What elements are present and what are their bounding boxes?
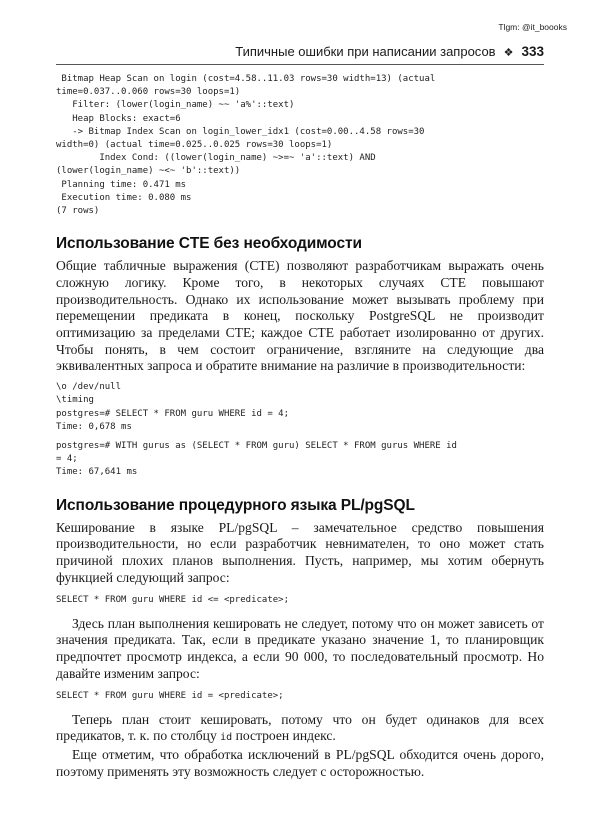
running-header [56,44,544,65]
inline-code-id: id [220,732,233,744]
diamond-separator-icon: ❖ [503,47,514,59]
section-heading-plpgsql: Использование процедурного языка PL/pgSQL [56,496,415,514]
paragraph-3-text-before: Теперь план стоит кешировать, потому что он будет одинаков для всех предикатов, т. к. по столбцу [56,711,544,744]
query-plan-output: Bitmap Heap Scan on login (cost=4.58..11.03 rows=30 width=13) (actual time=0.037..0.060 rows=30 loops=1) Filter: (lower(login_name) ~~ 'a%'::text) Heap Blocks: exact=6 -> Bitmap Index Scan on login_lower_idx1 (cost=0.00..4.58 rows=30 width=0) (actual time=0.025..0.025 rows=30 loops=1) Index Cond: ((lower(login_name) ~>=~ 'a'::text) AND (lower(login_name) ~<~ 'b'::text)) Planning time: 0.471 ms Execution time: 0.080 ms (7 rows) [56,74,436,217]
plpgsql-paragraph-3 [56,712,544,747]
cte-code-block-1: \o /dev/null \timing postgres=# SELECT * FROM guru WHERE id = 4; Time: 0,678 ms [56,382,289,432]
page-content [56,73,544,780]
plpgsql-paragraph-4: Еще отметим, что обработка исключений в PL/pgSQL обходится очень дорого, поэтому применять эту возможность следует с осторожностью. [56,747,544,779]
plpgsql-paragraph-1: Кеширование в языке PL/pgSQL – замечательное средство повышения производительности, но если разработчик невнимателен, то оно может стать причиной плохих планов выполнения. Пусть, например, мы хотим обернуть функцией следующий запрос: [56,519,544,585]
cte-code-block-2: postgres=# WITH gurus as (SELECT * FROM guru) SELECT * FROM gurus WHERE id = 4; Time: 67,641 ms [56,440,457,478]
channel-tag: Tlgm: @it_boooks [498,22,567,32]
plpgsql-code-block-2: SELECT * FROM guru WHERE id = <predicate>; [56,691,284,702]
page-number: 333 [521,44,544,59]
section-heading-cte: Использование CTE без необходимости [56,235,362,253]
plpgsql-code-block-1: SELECT * FROM guru WHERE id <= <predicate>; [56,595,289,606]
paragraph-3-text-after: построен индекс. [232,728,336,744]
cte-paragraph: Общие табличные выражения (CTE) позволяют разработчикам выражать очень сложную логику. Кроме того, в некоторых случаях CTE повышают производительность. Однако их использование может вызывать проблему при перемещении предиката в конец, поскольку PostgreSQL не производит оптимизацию за пределами CTE; каждое CTE работает изолированно от других. Чтобы понять, в чем состоит ограничение, взгляните на следующие два эквивалентных запроса и обратите внимание на различие в производительности: [56,258,544,374]
plpgsql-paragraph-2: Здесь план выполнения кешировать не следует, потому что он может зависеть от значения предиката. Так, если в предикате указано значение 1, то планировщик предпочтет просмотр индекса, а если 90 000, то последовательный просмотр. Но давайте изменим запрос: [56,615,544,681]
chapter-title: Типичные ошибки при написании запросов [235,44,496,59]
